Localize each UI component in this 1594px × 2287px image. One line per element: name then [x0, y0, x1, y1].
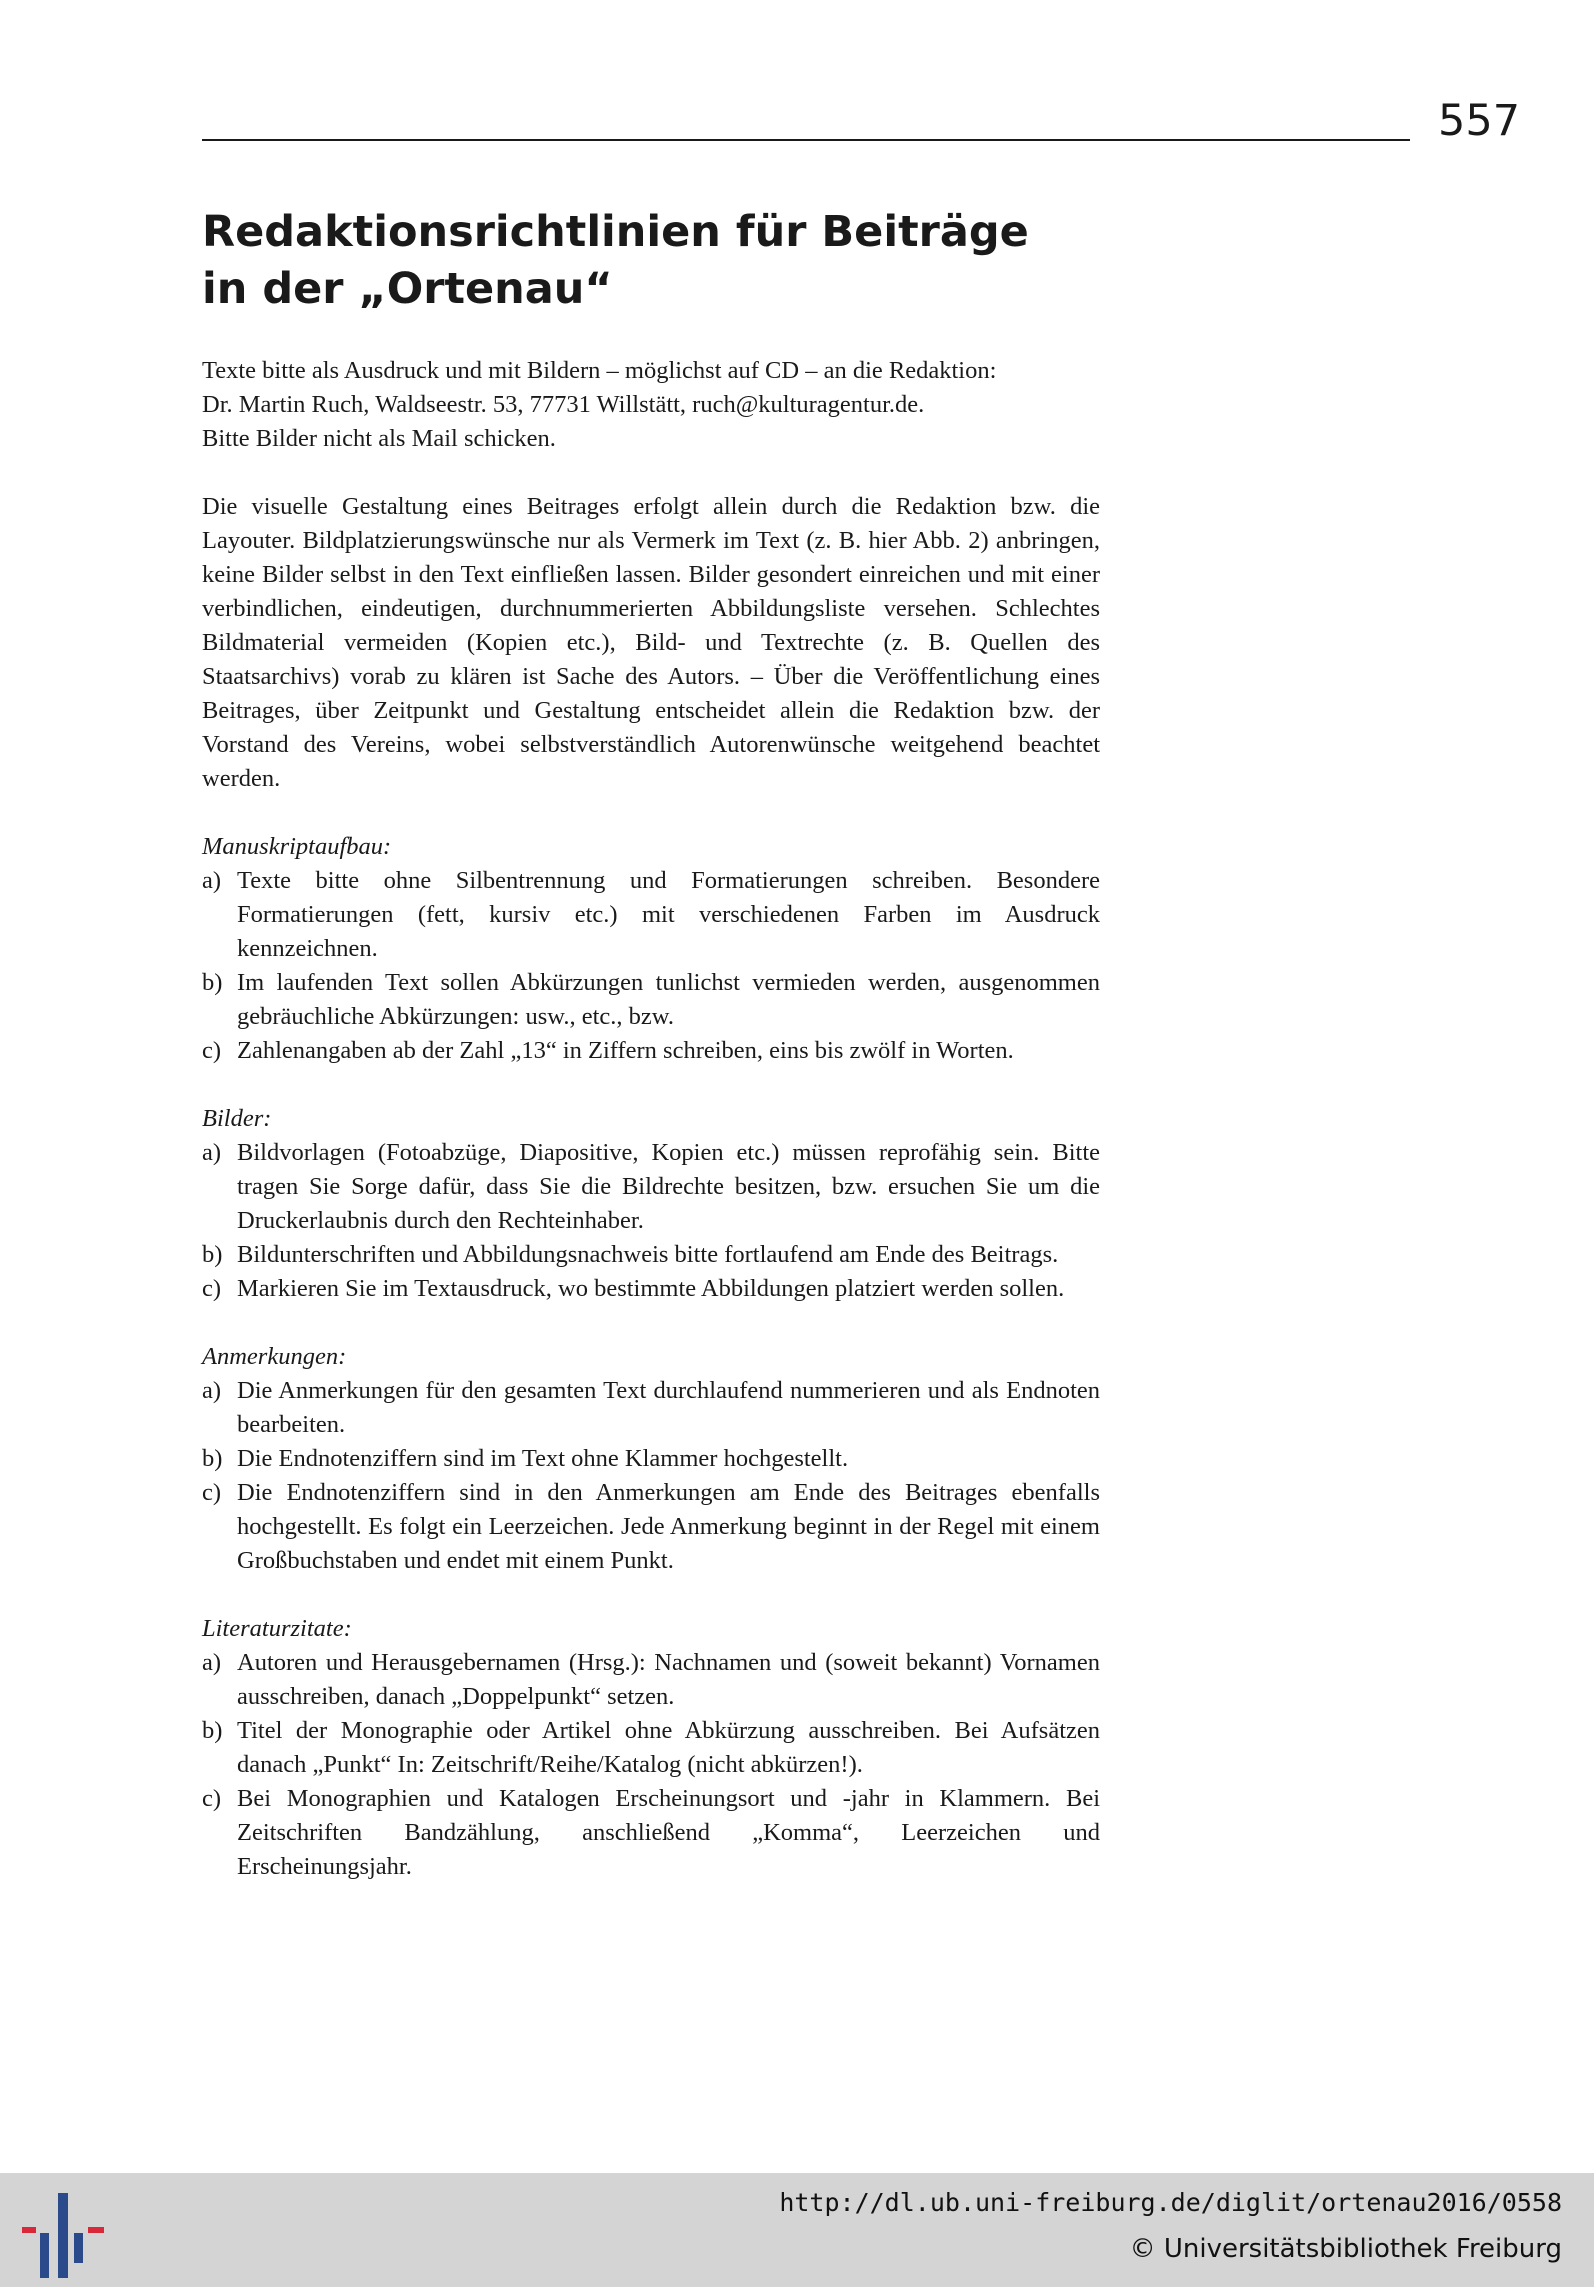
list-item — [202, 966, 1100, 1034]
list-marker: b) — [202, 1717, 223, 1744]
footer-bar — [0, 2173, 1594, 2287]
section-heading: Bilder: — [202, 1105, 272, 1132]
list-item-text: Zahlenangaben ab der Zahl „13“ in Ziffern schreiben, eins bis zwölf in Worten. — [237, 1037, 1014, 1064]
list-item — [202, 1646, 1100, 1714]
section-manuskriptaufbau — [202, 830, 1100, 1068]
list-marker: c) — [202, 1275, 222, 1302]
intro-line: Texte bitte als Ausdruck und mit Bildern – möglichst auf CD – an die Redaktion: — [202, 357, 997, 384]
section-heading: Manuskriptaufbau: — [202, 833, 392, 860]
intro-block — [202, 354, 1100, 456]
page-number: 557 — [1438, 96, 1521, 146]
page-title-line-1: Redaktionsrichtlinien für Beiträge — [202, 207, 1029, 257]
list-marker: c) — [202, 1785, 222, 1812]
footer-copyright: © Universitätsbibliothek Freiburg — [1129, 2234, 1562, 2264]
section-list — [202, 864, 1100, 1068]
list-item — [202, 1136, 1100, 1238]
list-item-text: Die Anmerkungen für den gesamten Text durchlaufend nummerieren und als Endnoten bearbeiten. — [237, 1377, 1100, 1438]
list-item-text: Im laufenden Text sollen Abkürzungen tunlichst vermieden werden, ausgenommen gebräuchliche Abkürzungen: usw., etc., bzw. — [237, 969, 1100, 1030]
section-list — [202, 1646, 1100, 1884]
list-item-text: Die Endnotenziffern sind in den Anmerkungen am Ende des Beitrages ebenfalls hochgestellt. Es folgt ein Leerzeichen. Jede Anmerkung beginnt in der Regel mit einem Großbuchstaben und endet mit einem Punkt. — [237, 1479, 1100, 1574]
list-item — [202, 1374, 1100, 1442]
list-marker: a) — [202, 1139, 222, 1166]
list-marker: c) — [202, 1037, 222, 1064]
section-heading: Literaturzitate: — [202, 1615, 352, 1642]
page-title — [202, 204, 1029, 318]
list-item — [202, 1476, 1100, 1578]
list-marker: a) — [202, 1377, 222, 1404]
list-item — [202, 1782, 1100, 1884]
list-item — [202, 1034, 1100, 1068]
list-marker: b) — [202, 969, 223, 996]
footer-url-link[interactable]: http://dl.ub.uni-freiburg.de/diglit/ortenau2016/0558 — [779, 2188, 1562, 2217]
intro-note: Bitte Bilder nicht als Mail schicken. — [202, 425, 556, 452]
section-literaturzitate — [202, 1612, 1100, 1884]
list-item-text: Bildvorlagen (Fotoabzüge, Diapositive, Kopien etc.) müssen reprofähig sein. Bitte tragen Sie Sorge dafür, dass Sie die Bildrechte besitzen, bzw. ersuchen Sie um die Druckerlaubnis durch den Rechteinhaber. — [237, 1139, 1100, 1234]
section-list — [202, 1136, 1100, 1306]
layout-paragraph: Die visuelle Gestaltung eines Beitrages erfolgt allein durch die Redaktion bzw. die Layouter. Bildplatzierungswünsche nur als Vermerk im Text (z. B. hier Abb. 2) anbringen, keine Bilder selbst in den Text einfließen lassen. Bilder gesondert einreichen und mit einer verbindlichen, eindeutigen, durchnummerierten Abbildungsliste versehen. Schlechtes Bildmaterial vermeiden (Kopien etc.), Bild- und Textrechte (z. B. Quellen des Staatsarchivs) vorab zu klären ist Sache des Autors. – Über die Veröffentlichung eines Beitrages, über Zeitpunkt und Gestaltung entscheidet allein die Redaktion bzw. der Vorstand des Vereins, wobei selbstverständlich Autorenwünsche weitgehend beachtet werden. — [202, 493, 1100, 792]
list-marker: a) — [202, 867, 222, 894]
list-item — [202, 864, 1100, 966]
list-item — [202, 1238, 1100, 1272]
section-list — [202, 1374, 1100, 1578]
list-item-text: Markieren Sie im Textausdruck, wo bestimmte Abbildungen platziert werden sollen. — [237, 1275, 1065, 1302]
intro-address: Dr. Martin Ruch, Waldseestr. 53, 77731 Willstätt, ruch@kulturagentur.de. — [202, 391, 925, 418]
page-title-line-2: in der „Ortenau“ — [202, 264, 613, 314]
header-rule — [202, 139, 1410, 141]
list-item — [202, 1442, 1100, 1476]
list-item-text: Titel der Monographie oder Artikel ohne Abkürzung ausschreiben. Bei Aufsätzen danach „Punkt“ In: Zeitschrift/Reihe/Katalog (nicht abkürzen!). — [237, 1717, 1100, 1778]
section-anmerkungen — [202, 1340, 1100, 1578]
list-item-text: Autoren und Herausgebernamen (Hrsg.): Nachnamen und (soweit bekannt) Vornamen ausschreiben, danach „Doppelpunkt“ setzen. — [237, 1649, 1100, 1710]
section-bilder — [202, 1102, 1100, 1306]
list-item — [202, 1714, 1100, 1782]
list-marker: b) — [202, 1241, 223, 1268]
document-body — [202, 354, 1100, 1918]
list-item-text: Bildunterschriften und Abbildungsnachweis bitte fortlaufend am Ende des Beitrags. — [237, 1241, 1059, 1268]
list-item — [202, 1272, 1100, 1306]
list-marker: b) — [202, 1445, 223, 1472]
list-item-text: Bei Monographien und Katalogen Erscheinungsort und -jahr in Klammern. Bei Zeitschriften Bandzählung, anschließend „Komma“, Leerzeichen und Erscheinungsjahr. — [237, 1785, 1100, 1880]
list-marker: a) — [202, 1649, 222, 1676]
ub-freiburg-logo-icon[interactable] — [18, 2193, 108, 2278]
list-item-text: Texte bitte ohne Silbentrennung und Formatierungen schreiben. Besondere Formatierungen (fett, kursiv etc.) mit verschiedenen Farben im Ausdruck kennzeichnen. — [237, 867, 1100, 962]
list-marker: c) — [202, 1479, 222, 1506]
section-heading: Anmerkungen: — [202, 1343, 347, 1370]
list-item-text: Die Endnotenziffern sind im Text ohne Klammer hochgestellt. — [237, 1445, 849, 1472]
